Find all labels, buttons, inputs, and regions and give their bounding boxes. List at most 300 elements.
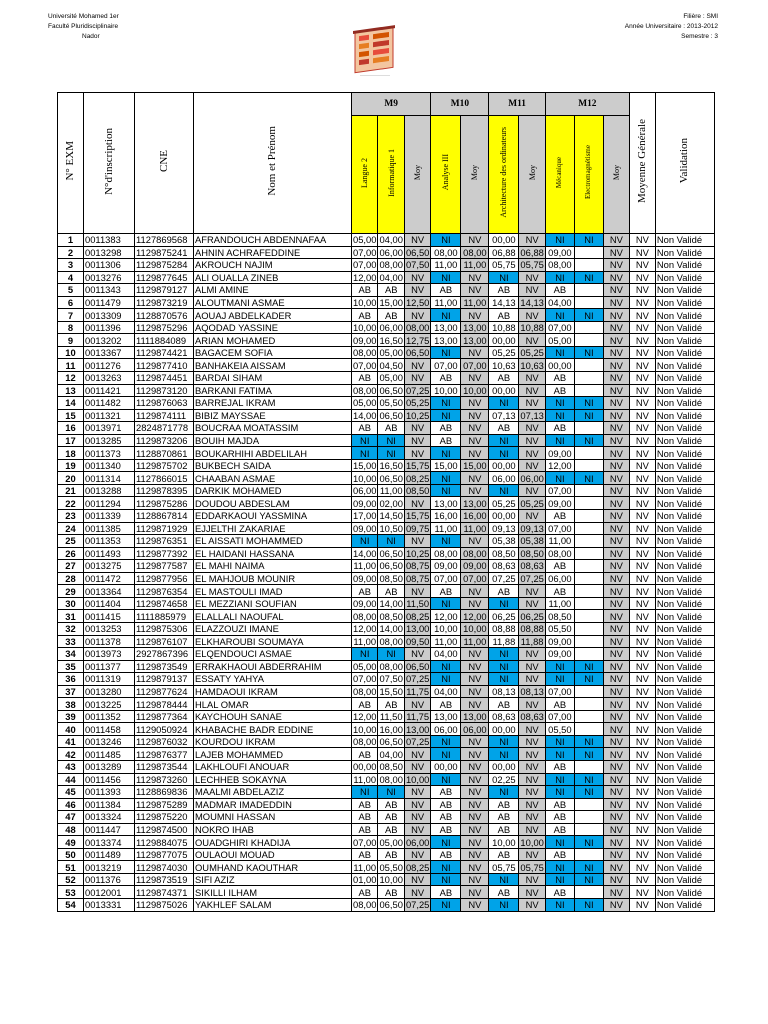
table-cell: NV [519, 898, 545, 911]
table-cell: NI [574, 472, 603, 485]
table-cell: 48 [58, 823, 84, 836]
semester-label: Semestre : 3 [681, 33, 718, 40]
table-cell: NI [574, 271, 603, 284]
table-cell: 1129873549 [135, 660, 194, 673]
table-cell: NI [545, 786, 574, 799]
table-cell: 00,00 [545, 359, 574, 372]
table-cell: 07,50 [379, 673, 403, 685]
table-cell [574, 284, 603, 297]
table-cell: 0011479 [84, 296, 135, 309]
table-cell: 09,50 [405, 635, 430, 647]
table-cell: NI [545, 673, 574, 686]
table-cell: NV [603, 434, 629, 447]
table-cell: 28 [58, 572, 84, 585]
table-cell [574, 848, 603, 861]
table-cell: NV [461, 735, 489, 748]
table-cell: 4 [58, 271, 84, 284]
table-cell: 02,00 [379, 497, 403, 509]
table-cell: 1129874658 [135, 597, 194, 610]
table-cell [574, 372, 603, 385]
table-cell: OUADGHIRI KHADIJA [194, 836, 352, 849]
table-cell: 06,50 [379, 547, 403, 559]
table-cell: NV [519, 422, 545, 435]
table-cell: 15,75 [405, 460, 430, 472]
table-cell: AB [352, 585, 378, 598]
table-cell: NI [545, 836, 574, 849]
table-cell: Non Validé [655, 735, 714, 748]
table-cell: NI [431, 271, 461, 284]
table-cell: 0013971 [84, 422, 135, 435]
table-cell: 0011421 [84, 384, 135, 397]
table-cell: NI [352, 535, 378, 548]
table-row [58, 346, 715, 359]
table-cell: 0011352 [84, 710, 135, 723]
table-cell: 07,25 [405, 899, 430, 911]
table-cell: 13,00 [461, 710, 489, 723]
table-cell: 05,00 [353, 397, 377, 409]
m10-moy-header: Moy [461, 116, 489, 234]
table-cell: 1127866015 [135, 472, 194, 485]
table-cell: 1129875702 [135, 459, 194, 472]
table-cell: NV [519, 447, 545, 460]
table-cell: NV [519, 510, 545, 523]
table-cell: NI [574, 409, 603, 422]
table-cell: 08,50 [520, 547, 544, 559]
table-cell: 1 [58, 234, 84, 247]
table-row [58, 635, 715, 648]
table-cell: 43 [58, 760, 84, 773]
table-cell: 37 [58, 685, 84, 698]
table-cell: NI [545, 898, 574, 911]
table-cell [574, 459, 603, 472]
table-cell: 27 [58, 560, 84, 573]
table-cell: NV [603, 535, 629, 548]
institution-header [48, 12, 178, 42]
table-cell: 0011482 [84, 397, 135, 410]
table-cell: AB [545, 823, 574, 836]
table-row [58, 422, 715, 435]
table-cell: Non Validé [655, 710, 714, 723]
table-cell: NV [629, 735, 655, 748]
table-cell: 46 [58, 798, 84, 811]
table-cell: 00,00 [489, 760, 519, 773]
table-cell: NI [574, 836, 603, 849]
table-cell: AB [378, 848, 404, 861]
table-cell [574, 522, 603, 535]
table-cell: NV [603, 560, 629, 573]
table-cell: 08,00 [379, 259, 403, 271]
table-cell: NV [519, 698, 545, 711]
table-cell: NI [545, 861, 574, 874]
table-cell: 47 [58, 811, 84, 824]
table-cell: NV [629, 334, 655, 347]
table-cell: 05,00 [379, 836, 403, 848]
table-cell: 07,00 [353, 836, 377, 848]
table-cell: 13,00 [461, 321, 489, 334]
table-cell: 07,00 [353, 359, 377, 371]
table-cell: 5 [58, 284, 84, 297]
table-cell: 1127869568 [135, 234, 194, 247]
table-cell: 1129878444 [135, 698, 194, 711]
table-cell: NV [404, 422, 430, 435]
table-row [58, 384, 715, 397]
table-cell: 0011404 [84, 597, 135, 610]
table-cell: 14 [58, 397, 84, 410]
table-cell: 15,00 [379, 297, 403, 308]
table-cell: BIBIZ MAYSSAE [194, 409, 352, 422]
table-cell [574, 811, 603, 824]
table-cell: NI [431, 873, 461, 886]
table-cell: 10 [58, 346, 84, 359]
table-cell: NV [461, 660, 489, 673]
table-cell: 11,00 [461, 635, 489, 648]
table-cell: 11,00 [379, 485, 403, 497]
table-cell: NV [629, 284, 655, 297]
table-cell: NV [629, 472, 655, 485]
table-cell: 1129875306 [135, 622, 194, 635]
table-cell: NV [603, 384, 629, 397]
table-cell: AB [352, 848, 378, 861]
table-cell: 50 [58, 848, 84, 861]
table-cell: 06,25 [520, 610, 544, 622]
table-cell: 05,25 [489, 497, 519, 510]
table-cell: 10,50 [379, 522, 403, 534]
table-cell: 15,50 [379, 685, 403, 697]
table-cell: 07,00 [431, 359, 461, 372]
table-cell: SIFI AZIZ [194, 873, 352, 886]
table-cell: 08,50 [489, 547, 519, 560]
table-cell: Non Validé [655, 560, 714, 573]
table-cell: 11,88 [489, 635, 519, 648]
table-row [58, 284, 715, 297]
table-cell: KHABACHE BADR EDDINE [194, 723, 352, 736]
table-cell: 11 [58, 359, 84, 372]
table-cell: 05,00 [379, 347, 403, 359]
table-cell: 2927867396 [135, 648, 194, 661]
table-cell: NV [603, 472, 629, 485]
table-cell: NI [489, 873, 519, 886]
table-cell [574, 760, 603, 773]
table-cell: 11,00 [461, 259, 489, 272]
table-cell: AB [489, 848, 519, 861]
table-cell: EDDARKAOUI YASSMINA [194, 510, 352, 523]
table-cell: AB [489, 372, 519, 385]
table-cell [574, 547, 603, 560]
table-cell: 1129877956 [135, 572, 194, 585]
table-cell [574, 497, 603, 510]
table-cell: 11,00 [431, 296, 461, 309]
table-cell: 13,00 [431, 334, 461, 347]
table-cell: 0011415 [84, 610, 135, 623]
cne-header: CNE [135, 93, 194, 234]
table-cell: 0011385 [84, 522, 135, 535]
table-row [58, 773, 715, 786]
table-cell: AB [545, 372, 574, 385]
table-cell: 08,63 [489, 560, 519, 573]
table-cell: 1129875241 [135, 246, 194, 259]
table-cell: NV [404, 535, 430, 548]
table-cell: NI [378, 648, 404, 661]
table-cell: NV [404, 271, 430, 284]
table-cell: NV [461, 685, 489, 698]
table-cell: Non Validé [655, 873, 714, 886]
table-cell: NV [461, 698, 489, 711]
table-cell: 13,00 [431, 497, 461, 510]
table-cell: 10,00 [379, 874, 403, 886]
table-cell: Non Validé [655, 886, 714, 899]
table-cell [574, 572, 603, 585]
table-cell: 11,00 [353, 861, 377, 873]
table-cell: AB [378, 585, 404, 598]
table-cell: 04,00 [545, 296, 574, 309]
table-cell: 07,00 [461, 359, 489, 372]
table-cell: 0011384 [84, 798, 135, 811]
table-cell: 02,25 [489, 773, 519, 786]
table-row [58, 836, 715, 849]
table-cell: 09,00 [545, 497, 574, 510]
table-cell: NV [461, 886, 489, 899]
table-cell: NV [404, 359, 430, 372]
table-cell: 0011376 [84, 873, 135, 886]
table-cell: 07,13 [520, 409, 544, 421]
table-cell: NI [489, 748, 519, 761]
table-cell: NV [629, 560, 655, 573]
table-cell: NV [461, 535, 489, 548]
table-row [58, 246, 715, 259]
table-cell: NI [352, 786, 378, 799]
table-row [58, 334, 715, 347]
table-cell: NV [404, 497, 430, 510]
table-cell: 35 [58, 660, 84, 673]
table-cell: 07,00 [545, 522, 574, 535]
table-cell: NV [603, 572, 629, 585]
table-cell: BUKBECH SAIDA [194, 459, 352, 472]
table-cell: 09,00 [353, 497, 377, 509]
table-cell: 06,88 [520, 246, 544, 258]
table-cell: NV [629, 271, 655, 284]
table-cell: 1129050924 [135, 723, 194, 736]
table-cell: BARREJAL IKRAM [194, 397, 352, 410]
table-cell: 07,50 [405, 259, 430, 271]
table-cell: 1129877364 [135, 710, 194, 723]
table-cell: NV [461, 898, 489, 911]
table-cell: NV [603, 635, 629, 648]
table-cell: NV [603, 397, 629, 410]
table-cell: AFRANDOUCH ABDENNAFAA [194, 234, 352, 247]
table-cell: 05,75 [520, 259, 544, 271]
table-cell: 09,00 [353, 598, 377, 610]
table-cell: MAALMI ABDELAZIZ [194, 786, 352, 799]
table-cell: NI [574, 660, 603, 673]
table-cell: 0011377 [84, 660, 135, 673]
table-cell: 08,00 [545, 547, 574, 560]
table-cell: SIKILLI ILHAM [194, 886, 352, 899]
table-row [58, 685, 715, 698]
table-cell: NV [404, 760, 430, 773]
table-cell: 24 [58, 522, 84, 535]
table-cell: 21 [58, 484, 84, 497]
table-cell: NV [629, 648, 655, 661]
table-cell: 09,00 [431, 560, 461, 573]
table-cell: ALMI AMINE [194, 284, 352, 297]
table-row [58, 660, 715, 673]
table-cell: 2 [58, 246, 84, 259]
table-cell: AB [489, 811, 519, 824]
table-cell: NV [404, 811, 430, 824]
table-cell: NV [404, 234, 430, 247]
table-cell: 08,63 [489, 710, 519, 723]
table-cell: 00,00 [489, 334, 519, 347]
table-cell: 14,00 [379, 598, 403, 610]
table-cell: 09,00 [353, 522, 377, 534]
table-cell: 00,00 [353, 761, 377, 773]
table-cell: NV [603, 848, 629, 861]
table-cell: 11,75 [406, 711, 430, 723]
table-cell: NV [629, 547, 655, 560]
table-row [58, 359, 715, 372]
table-cell: 1129873120 [135, 384, 194, 397]
table-cell: NI [574, 397, 603, 410]
table-cell: NI [352, 434, 378, 447]
table-cell: 32 [58, 622, 84, 635]
table-cell: NV [519, 585, 545, 598]
table-cell: AB [352, 422, 378, 435]
table-cell [574, 610, 603, 623]
table-cell: 14,13 [489, 296, 519, 309]
table-cell: NV [404, 823, 430, 836]
table-cell: Non Validé [655, 472, 714, 485]
table-cell: Non Validé [655, 786, 714, 799]
table-row [58, 510, 715, 523]
table-cell: DOUDOU ABDESLAM [194, 497, 352, 510]
table-cell: 0013280 [84, 685, 135, 698]
table-cell: Non Validé [655, 296, 714, 309]
table-cell: NV [629, 622, 655, 635]
table-row [58, 622, 715, 635]
table-cell: AB [431, 848, 461, 861]
table-cell: AOUAJ ABDELKADER [194, 309, 352, 322]
table-cell: 1129871929 [135, 522, 194, 535]
table-cell: 08,00 [461, 547, 489, 560]
table-cell: NV [461, 836, 489, 849]
table-cell: NV [629, 459, 655, 472]
table-row [58, 723, 715, 736]
table-cell: NI [489, 397, 519, 410]
table-cell: 0013288 [84, 484, 135, 497]
table-cell: Non Validé [655, 422, 714, 435]
table-cell: NV [519, 823, 545, 836]
table-cell: AB [545, 698, 574, 711]
table-cell [574, 510, 603, 523]
table-cell: 10,00 [353, 322, 377, 334]
table-cell: ELKHAROUBI SOUMAYA [194, 635, 352, 648]
table-cell: NV [603, 597, 629, 610]
table-cell: NI [574, 773, 603, 786]
table-cell: Non Validé [655, 798, 714, 811]
table-cell: NV [461, 798, 489, 811]
table-cell: 1128870861 [135, 447, 194, 460]
table-cell: NV [603, 760, 629, 773]
table-row [58, 535, 715, 548]
table-cell: NV [629, 309, 655, 322]
table-cell: NI [574, 735, 603, 748]
table-cell: LECHHEB SOKAYNA [194, 773, 352, 786]
table-cell: 08,00 [353, 610, 377, 622]
table-cell: 1129877645 [135, 271, 194, 284]
m9-moy-header: Moy [404, 116, 430, 234]
table-cell: NV [519, 735, 545, 748]
table-cell: LAKHLOUFI ANOUAR [194, 760, 352, 773]
table-cell: 12,00 [353, 623, 377, 635]
table-cell: DARKIK MOHAMED [194, 484, 352, 497]
table-cell: NI [574, 434, 603, 447]
table-cell: Non Validé [655, 836, 714, 849]
table-cell: Non Validé [655, 610, 714, 623]
table-row [58, 597, 715, 610]
table-cell: 00,00 [489, 234, 519, 247]
table-cell: 05,00 [353, 234, 377, 246]
table-cell: 06,00 [520, 472, 544, 484]
table-row [58, 848, 715, 861]
table-cell: AKROUCH NAJIM [194, 259, 352, 272]
table-cell: NV [461, 748, 489, 761]
table-cell: 08,50 [379, 761, 403, 773]
table-cell: NV [461, 284, 489, 297]
table-cell: NI [431, 735, 461, 748]
table-cell: 0013973 [84, 648, 135, 661]
table-row [58, 861, 715, 874]
table-cell: 08,00 [353, 384, 377, 396]
table-cell: CHAABAN ASMAE [194, 472, 352, 485]
table-cell: NV [603, 873, 629, 886]
table-cell: NI [545, 271, 574, 284]
table-cell: AB [489, 309, 519, 322]
table-cell: 13 [58, 384, 84, 397]
table-cell: AB [431, 434, 461, 447]
table-cell: NV [629, 836, 655, 849]
table-cell: 09,00 [353, 334, 377, 346]
table-cell: Non Validé [655, 397, 714, 410]
table-cell: AB [378, 698, 404, 711]
table-cell: NI [431, 898, 461, 911]
table-cell: 1129875026 [135, 898, 194, 911]
table-cell: 05,50 [379, 861, 403, 873]
table-cell: NV [461, 472, 489, 485]
table-cell: 11,00 [353, 635, 377, 647]
table-row [58, 560, 715, 573]
table-cell: 08,00 [545, 259, 574, 272]
table-row [58, 321, 715, 334]
table-cell: NV [404, 748, 430, 761]
table-cell: 0011458 [84, 723, 135, 736]
table-cell: NV [519, 873, 545, 886]
table-cell: 10,00 [520, 836, 544, 848]
table-cell: NV [629, 572, 655, 585]
table-cell: 6 [58, 296, 84, 309]
table-cell: NV [519, 723, 545, 736]
table-cell: Non Validé [655, 234, 714, 247]
table-cell: NI [431, 773, 461, 786]
table-cell: 13,00 [431, 321, 461, 334]
table-cell: NV [629, 434, 655, 447]
table-cell: 11,00 [431, 259, 461, 272]
table-cell: 0011396 [84, 321, 135, 334]
table-cell: NV [404, 309, 430, 322]
table-cell: 06,00 [405, 836, 430, 848]
table-cell: Non Validé [655, 459, 714, 472]
table-cell: 06,88 [489, 246, 519, 259]
table-cell: AB [489, 823, 519, 836]
